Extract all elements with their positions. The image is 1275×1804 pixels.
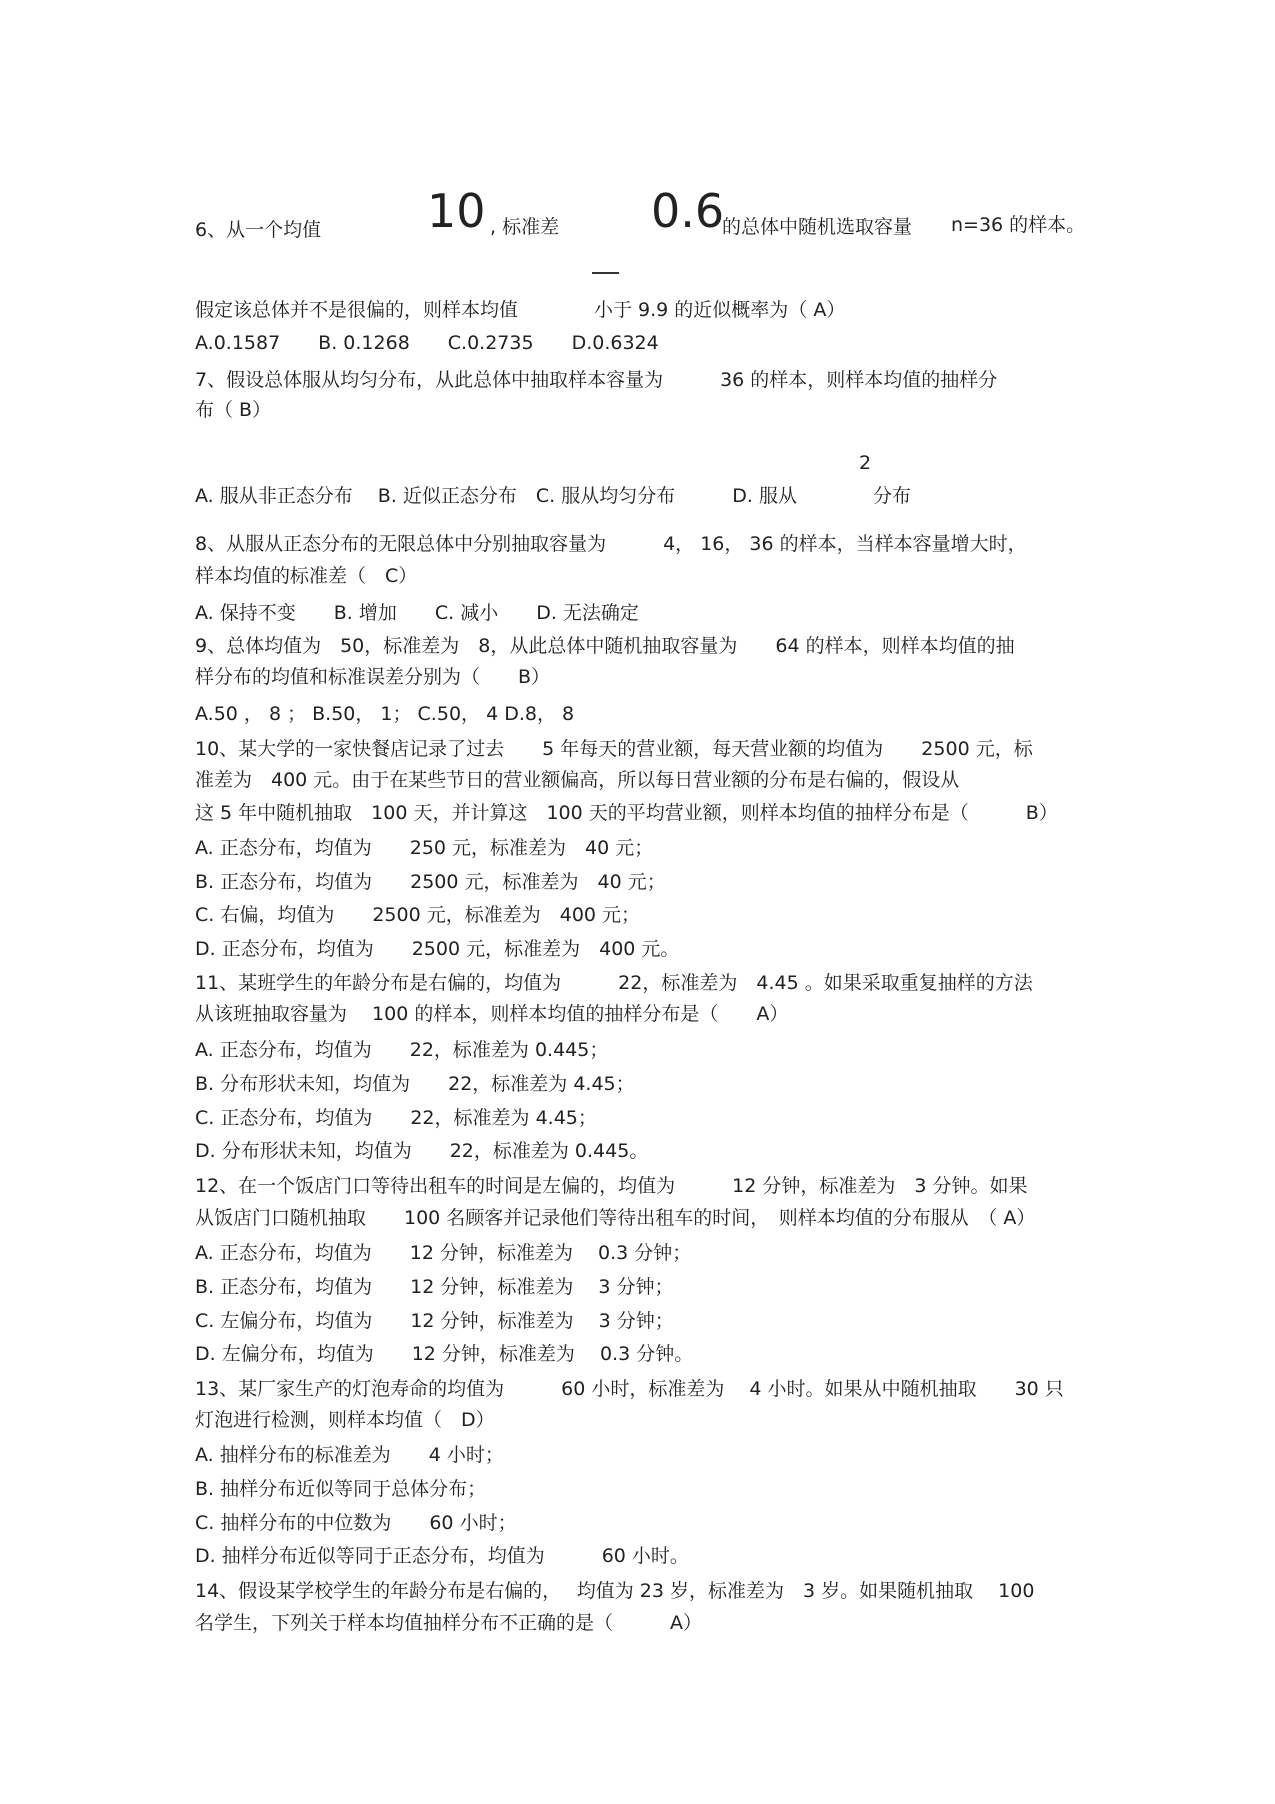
q6-text-part3: 的总体中随机选取容量 xyxy=(722,216,913,238)
q6-options: A.0.1587 B. 0.1268 C.0.2735 D.0.6324 xyxy=(195,332,659,354)
q13-option-d: D. 抽样分布近似等同于正态分布，均值为 60 小时。 xyxy=(195,1545,689,1567)
q6-text-part1: 6、从一个均值 xyxy=(195,219,322,241)
q10-option-c: C. 右偏，均值为 2500 元，标准差为 400 元； xyxy=(195,904,641,926)
q6-sd-value: 0.6 xyxy=(651,184,725,238)
q9-line2: 样分布的均值和标准误差分别为（ B） xyxy=(195,666,551,688)
q9-line1: 9、总体均值为 50，标准差为 8，从此总体中随机抽取容量为 64 的样本，则样本均值的抽 xyxy=(195,635,1015,657)
q7-options: A. 服从非正态分布 B. 近似正态分布 C. 服从均匀分布 D. 服从 分布 xyxy=(195,485,911,507)
q11-line2: 从该班抽取容量为 100 的样本，则样本均值的抽样分布是（ A） xyxy=(195,1003,789,1025)
q12-option-d: D. 左偏分布，均值为 12 分钟，标准差为 0.3 分钟。 xyxy=(195,1343,694,1365)
q10-option-b: B. 正态分布，均值为 2500 元，标准差为 40 元； xyxy=(195,871,666,893)
q7-line2: 布（ B） xyxy=(195,399,272,421)
q11-option-b: B. 分布形状未知，均值为 22，标准差为 4.45； xyxy=(195,1073,635,1095)
q10-line1: 10、某大学的一家快餐店记录了过去 5 年每天的营业额，每天营业额的均值为 2500 元，标 xyxy=(195,738,1033,760)
q12-option-a: A. 正态分布，均值为 12 分钟，标准差为 0.3 分钟； xyxy=(195,1242,692,1264)
q9-options: A.50 ， 8 ； B.50， 1； C.50， 4 D.8， 8 xyxy=(195,703,575,725)
q10-line2: 准差为 400 元。由于在某些节日的营业额偏高，所以每日营业额的分布是右偏的，假设从 xyxy=(195,769,960,791)
q12-line1: 12、在一个饭店门口等待出租车的时间是左偏的，均值为 12 分钟，标准差为 3 分钟。如果 xyxy=(195,1175,1028,1197)
q13-line1: 13、某厂家生产的灯泡寿命的均值为 60 小时，标准差为 4 小时。如果从中随机抽取 30 只 xyxy=(195,1378,1064,1400)
sample-mean-bar-symbol xyxy=(592,272,619,274)
q10-line3: 这 5 年中随机抽取 100 天，并计算这 100 天的平均营业额，则样本均值的抽样分布是（ B） xyxy=(195,802,1058,824)
q13-line2: 灯泡进行检测，则样本均值（ D） xyxy=(195,1409,495,1431)
q11-option-d: D. 分布形状未知，均值为 22，标准差为 0.445。 xyxy=(195,1140,649,1162)
q8-options: A. 保持不变 B. 增加 C. 减小 D. 无法确定 xyxy=(195,602,639,624)
q12-option-c: C. 左偏分布，均值为 12 分钟，标准差为 3 分钟； xyxy=(195,1310,674,1332)
q6-text-part2: , 标准差 xyxy=(490,216,560,238)
q14-line2: 名学生，下列关于样本均值抽样分布不正确的是（ A） xyxy=(195,1612,702,1634)
q6-text-part4: n=36 的样本。 xyxy=(951,214,1086,236)
q13-option-b: B. 抽样分布近似等同于总体分布； xyxy=(195,1478,487,1500)
q6-mean-value: 10 xyxy=(427,184,486,238)
q11-option-a: A. 正态分布，均值为 22，标准差为 0.445； xyxy=(195,1039,609,1061)
q11-option-c: C. 正态分布，均值为 22，标准差为 4.45； xyxy=(195,1107,597,1129)
q12-option-b: B. 正态分布，均值为 12 分钟，标准差为 3 分钟； xyxy=(195,1276,674,1298)
q13-option-c: C. 抽样分布的中位数为 60 小时； xyxy=(195,1512,517,1534)
q14-line1: 14、假设某学校学生的年龄分布是右偏的， 均值为 23 岁，标准差为 3 岁。如果随机抽取 100 xyxy=(195,1580,1035,1602)
q6-line2: 假定该总体并不是很偏的，则样本均值 小于 9.9 的近似概率为（ A） xyxy=(195,299,846,321)
q11-line1: 11、某班学生的年龄分布是右偏的，均值为 22，标准差为 4.45 。如果采取重复抽样的方法 xyxy=(195,972,1033,994)
q13-option-a: A. 抽样分布的标准差为 4 小时； xyxy=(195,1444,504,1466)
q10-option-a: A. 正态分布，均值为 250 元，标准差为 40 元； xyxy=(195,837,654,859)
q12-line2: 从饭店门口随机抽取 100 名顾客并记录他们等待出租车的时间， 则样本均值的分布服从 （ A） xyxy=(195,1207,1036,1229)
q7-line1: 7、假设总体服从均匀分布，从此总体中抽取样本容量为 36 的样本，则样本均值的抽样分 xyxy=(195,369,998,391)
q8-line2: 样本均值的标准差（ C） xyxy=(195,565,418,587)
q8-line1: 8、从服从正态分布的无限总体中分别抽取容量为 4， 16， 36 的样本，当样本容量增大时， xyxy=(195,533,1027,555)
q10-option-d: D. 正态分布，均值为 2500 元，标准差为 400 元。 xyxy=(195,938,680,960)
q7-chi-square-superscript: 2 xyxy=(859,452,872,474)
